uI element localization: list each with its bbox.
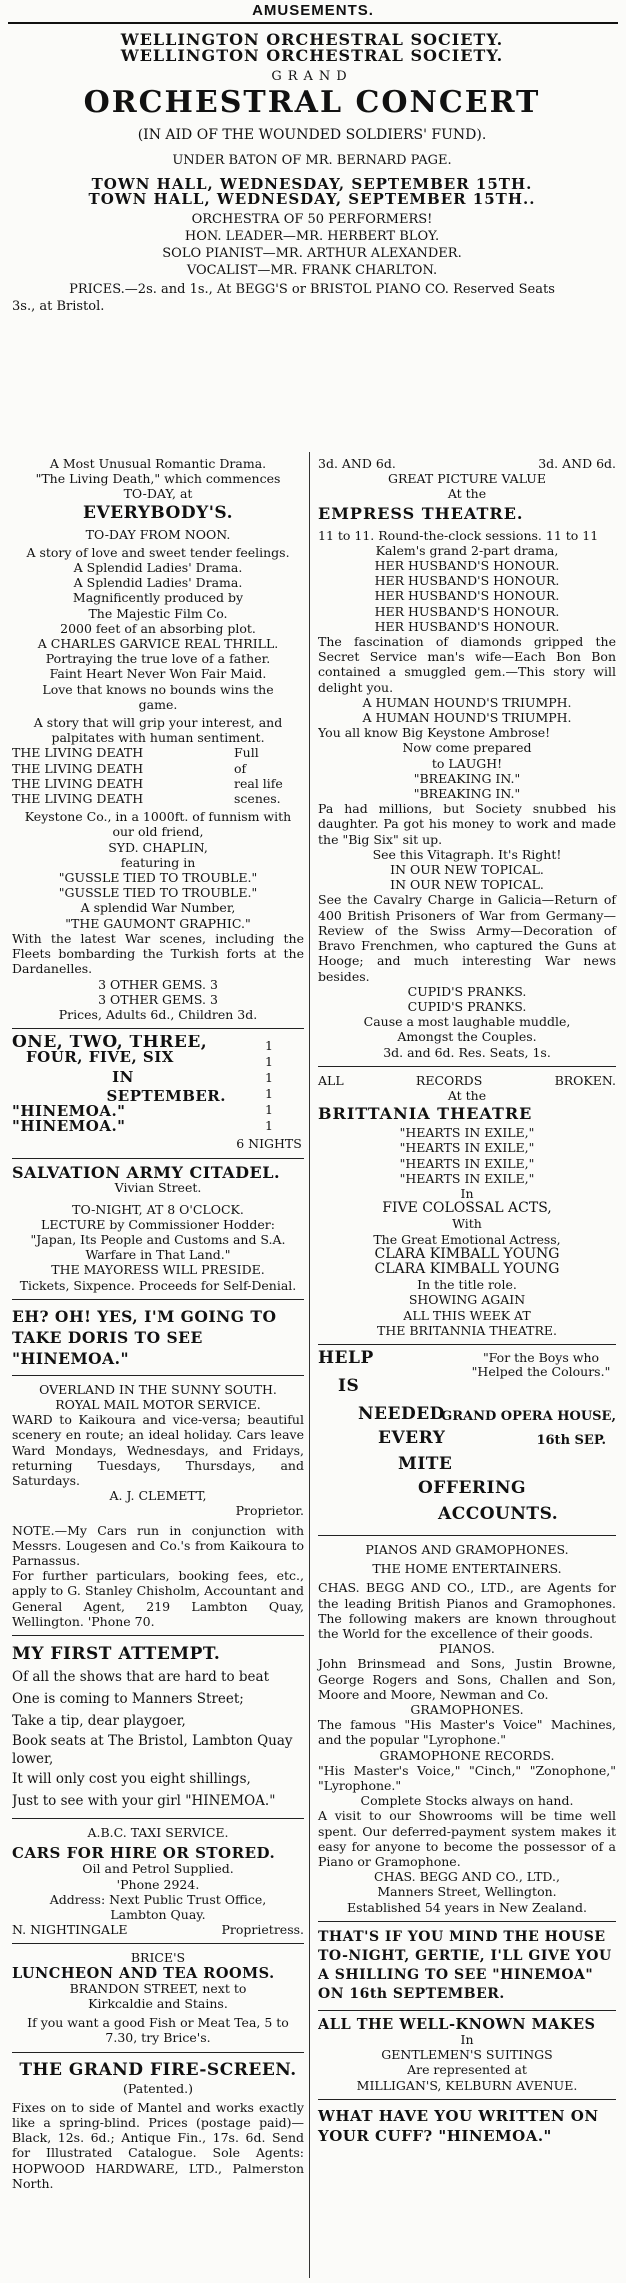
text-line: HER HUSBAND'S HONOUR. — [374, 603, 560, 619]
prices-line-2: 3s., at Bristol. — [12, 299, 105, 314]
text-line: HER HUSBAND'S HONOUR. — [374, 573, 560, 589]
text-line: "HINEMOA." — [12, 1103, 126, 1120]
pianos-ad — [318, 1542, 616, 1915]
text-line: 1 — [265, 1070, 273, 1086]
text-line: "The Living Death," which commences — [35, 471, 281, 487]
text-line: FOUR, FIVE, SIX — [26, 1050, 174, 1066]
text-line: With — [452, 1216, 482, 1232]
section-header: AMUSEMENTS. — [252, 2, 374, 19]
text-line: A CHARLES GARVICE REAL THRILL. — [37, 636, 279, 652]
text-line: HER HUSBAND'S HONOUR. — [374, 558, 560, 574]
text-line: See the Cavalry Charge in Galicia—Return of 400 British Prisoners of War from Germany—Review of the Swiss Army—Decoration of Bravo Frenchmen, who captured the Guns at Hooge; and much interesting War news besides. — [318, 892, 616, 984]
text-line: TO-DAY, at — [123, 486, 193, 502]
divider — [318, 2010, 616, 2011]
text-line: 3d. AND 6d. — [318, 456, 396, 471]
text-line: PIANOS. — [439, 1641, 495, 1657]
left-column — [12, 456, 304, 2191]
divider — [12, 1818, 304, 1819]
text-line: palpitates with human sentiment. — [51, 730, 265, 746]
brice-ad — [12, 1950, 304, 2045]
text-line: OVERLAND IN THE SUNNY SOUTH. — [39, 1381, 277, 1397]
text-line: At the — [447, 486, 487, 502]
text-line: "GUSSLE TIED TO TROUBLE." — [58, 885, 258, 901]
text-line: 3d. AND 6d. — [538, 456, 616, 471]
text-line: Now come prepared — [402, 740, 532, 756]
text-line: 16th SEP. — [536, 1432, 606, 1448]
text-line: The fascination of diamonds gripped the Secret Service man's wife—Each Bon Bon contained a smuggled gem.—This story will delight you. — [318, 634, 616, 695]
text-line: For further particulars, booking fees, etc., apply to G. Stanley Chisholm, Accountant and General Agent, 219 Lambton Quay, Wellington. 'Phone 70. — [12, 1568, 304, 1629]
text-line: WARD to Kaikoura and vice-versa; beautiful scenery en route; an ideal holiday. Cars leave Ward Mondays, Wednesdays, and Fridays, returning Tuesdays, Thursdays, and Saturdays. — [12, 1412, 304, 1488]
text-line: SALVATION ARMY CITADEL. — [12, 1165, 281, 1181]
text-line: A splendid War Number, — [80, 900, 236, 916]
town-hall-line-2: TOWN HALL, WEDNESDAY, SEPTEMBER 15TH.. — [88, 191, 536, 208]
text-line: real life — [234, 775, 283, 791]
text-line: HER HUSBAND'S HONOUR. — [374, 588, 560, 604]
text-line: THE MAYORESS WILL PRESIDE. — [51, 1262, 265, 1278]
living-death-row — [12, 761, 304, 776]
society-line-2: WELLINGTON ORCHESTRAL SOCIETY. — [120, 47, 504, 64]
text-line: N. NIGHTINGALE — [12, 1922, 128, 1938]
text-line: GENTLEMEN'S SUITINGS — [381, 2047, 553, 2063]
text-line: MY FIRST ATTEMPT. — [12, 1643, 221, 1664]
text-line: It will only cost you eight shillings, — [12, 1770, 251, 1787]
text-line: "HEARTS IN EXILE," — [399, 1125, 535, 1141]
text-line: "GUSSLE TIED TO TROUBLE." — [58, 870, 258, 886]
text-line: "HEARTS IN EXILE," — [399, 1170, 535, 1186]
fire-screen-ad — [12, 2059, 304, 2191]
text-line: IS — [338, 1375, 360, 1396]
text-line: Kalem's grand 2-part drama, — [375, 542, 559, 558]
text-line: LECTURE by Commissioner Hodder: — [41, 1216, 275, 1232]
text-line: A HUMAN HOUND'S TRIUMPH. — [362, 710, 572, 726]
text-line: Amongst the Couples. — [397, 1029, 537, 1045]
text-line: ALL THE WELL-KNOWN MAKES — [318, 2016, 596, 2033]
text-line: TO-DAY FROM NOON. — [85, 526, 231, 542]
divider — [12, 1635, 304, 1636]
text-line: IN OUR NEW TOPICAL. — [390, 877, 544, 893]
text-line: Portraying the true love of a father. — [45, 651, 271, 667]
text-line: The Great Emotional Actress, — [373, 1231, 561, 1247]
hinemoa-count — [234, 1035, 304, 1152]
text-line: In — [460, 2032, 474, 2048]
divider — [12, 2052, 304, 2053]
text-line: Are represented at — [407, 2062, 527, 2078]
living-death-row — [12, 776, 304, 791]
text-line: A story of love and sweet tender feelings. — [26, 544, 290, 560]
text-line: BRANDON STREET, next to — [69, 1980, 247, 1996]
grand-label: GRAND — [271, 69, 353, 84]
divider — [318, 1066, 616, 1067]
text-line: THE BRITANNIA THEATRE. — [377, 1322, 557, 1338]
text-line: game. — [138, 696, 178, 712]
text-line: SHOWING AGAIN — [408, 1292, 526, 1308]
text-line: to LAUGH! — [431, 755, 503, 771]
divider — [12, 1028, 304, 1029]
text-line: BROKEN. — [554, 1072, 616, 1088]
text-line: THE GRAND FIRE-SCREEN. — [19, 2059, 297, 2080]
text-line: Tickets, Sixpence. Proceeds for Self-Denial. — [19, 1277, 297, 1293]
text-line: EH? OH! YES, I'M GOING TO TAKE DORIS TO SEE "HINEMOA." — [12, 1306, 277, 1368]
text-line: THE HOME ENTERTAINERS. — [372, 1561, 562, 1577]
right-column — [318, 456, 616, 2146]
text-line: In the title role. — [417, 1277, 517, 1293]
concert-baton: UNDER BATON OF MR. BERNARD PAGE. — [172, 153, 452, 168]
living-death-row — [12, 745, 304, 760]
text-line: CHAS. BEGG AND CO., LTD., are Agents for the leading British Pianos and Gramophones. The following makers are known throughout the World for the excellence of their goods. — [318, 1580, 616, 1641]
text-line: IN — [112, 1069, 134, 1085]
brittania-ad — [318, 1073, 616, 1338]
cuff-ad — [318, 2106, 616, 2146]
text-line: "Japan, Its People and Customs and S.A. Warfare in That Land." — [30, 1231, 286, 1263]
text-line: THE LIVING DEATH — [12, 775, 144, 791]
text-line: With the latest War scenes, including the Fleets bombarding the Turkish forts at the Dardanelles. — [12, 930, 304, 977]
text-line: You all know Big Keystone Ambrose! — [318, 725, 551, 741]
text-line: Complete Stocks always on hand. — [360, 1793, 574, 1809]
empress-ad — [318, 456, 616, 1060]
text-line: 2000 feet of an absorbing plot. — [60, 620, 256, 636]
text-line: Address: Next Public Trust Office, — [49, 1891, 267, 1907]
hinemoa-text — [12, 1035, 234, 1152]
text-line: "BREAKING IN." — [413, 786, 521, 802]
text-line: "HEARTS IN EXILE," — [399, 1140, 535, 1156]
text-line: 3d. and 6d. Res. Seats, 1s. — [383, 1044, 551, 1060]
text-line: THAT'S IF YOU MIND THE HOUSE TO-NIGHT, GERTIE, I'LL GIVE YOU A SHILLING TO SEE "HINEMOA" ON 16th SEPTEMBER. — [318, 1928, 612, 2002]
text-line: 1 — [265, 1102, 273, 1118]
text-line: (Patented.) — [123, 2080, 193, 2096]
text-line: NEEDED — [358, 1403, 445, 1424]
orchestra-line: ORCHESTRA OF 50 PERFORMERS! — [191, 212, 433, 227]
text-line: 1 — [265, 1118, 273, 1134]
text-line: CLARA KIMBALL YOUNG — [374, 1246, 560, 1262]
leader-line: HON. LEADER—MR. HERBERT BLOY. — [184, 229, 440, 244]
text-line: OFFERING — [418, 1477, 527, 1498]
everybodys-ad — [12, 456, 304, 1022]
text-line: One is coming to Manners Street; — [12, 1690, 244, 1707]
text-line: Proprietor. — [235, 1503, 304, 1519]
text-line: featuring in — [120, 854, 196, 870]
gertie-ad — [318, 1928, 616, 2004]
text-line: THE LIVING DEATH — [12, 760, 144, 776]
text-line: LUNCHEON AND TEA ROOMS. — [12, 1965, 275, 1981]
text-line: Proprietress. — [221, 1922, 304, 1938]
text-line: NOTE.—My Cars run in conjunction with Messrs. Lougesen and Co.'s from Kaikoura to Parnassus. — [12, 1522, 304, 1568]
first-attempt-ad — [12, 1642, 304, 1812]
taxi-signoff — [12, 1922, 304, 1937]
concert-aid: (IN AID OF THE WOUNDED SOLDIERS' FUND). — [137, 127, 487, 143]
text-line: CHAS. BEGG AND CO., LTD., — [374, 1869, 560, 1885]
text-line: ROYAL MAIL MOTOR SERVICE. — [55, 1396, 261, 1412]
text-line: The Majestic Film Co. — [88, 605, 228, 621]
text-line: SYD. CHAPLIN, — [108, 839, 208, 855]
text-line: "HEARTS IN EXILE," — [399, 1155, 535, 1171]
theatre-name: EVERYBODY'S. — [82, 502, 233, 523]
town-hall-line-1: TOWN HALL, WEDNESDAY, SEPTEMBER 15TH. — [91, 177, 533, 191]
text-line: Just to see with your girl "HINEMOA." — [12, 1792, 276, 1809]
text-line: PIANOS AND GRAMOPHONES. — [365, 1541, 569, 1557]
text-line: A. J. CLEMETT, — [109, 1488, 207, 1504]
text-line: CUPID'S PRANKS. — [407, 998, 527, 1014]
text-line: SEPTEMBER. — [106, 1088, 226, 1104]
text-line: "Helped the Colours." — [471, 1364, 611, 1379]
text-line: "HINEMOA." — [12, 1119, 126, 1135]
text-line: If you want a good Fish or Meat Tea, 5 to 7.30, try Brice's. — [27, 2015, 289, 2046]
text-line: 'Phone 2924. — [116, 1876, 200, 1892]
text-line: Manners Street, Wellington. — [377, 1884, 557, 1900]
text-line: A visit to our Showrooms will be time well spent. Our deferred-payment system makes it easy for anyone to become the possessor of a Piano or Gramophone. — [318, 1808, 616, 1870]
prices-line: PRICES.—2s. and 1s., At BEGG'S or BRISTOL PIANO CO. Reserved Seats — [69, 282, 555, 297]
text-line: THE LIVING DEATH — [12, 745, 144, 761]
text-line: Full — [234, 745, 259, 761]
text-line: A Most Unusual Romantic Drama. — [49, 456, 267, 471]
hinemoa-ad — [12, 1035, 304, 1152]
text-line: At the — [447, 1087, 487, 1103]
records-row — [318, 1073, 616, 1088]
price-row — [318, 456, 616, 471]
text-line: FIVE COLOSSAL ACTS, — [382, 1201, 552, 1217]
society-line-1: WELLINGTON ORCHESTRAL SOCIETY. — [120, 32, 504, 47]
text-line: CARS FOR HIRE OR STORED. — [12, 1846, 276, 1862]
text-line: In — [460, 1185, 474, 1201]
text-line: Established 54 years in New Zealand. — [346, 1899, 588, 1915]
text-line: Oil and Petrol Supplied. — [82, 1861, 234, 1877]
text-line: Of all the shows that are hard to beat — [12, 1668, 270, 1685]
text-line: 3 OTHER GEMS. 3 — [98, 991, 218, 1007]
text-line: Fixes on to side of Mantel and works exactly like a spring-blind. Prices (postage paid)—Black, 12s. 6d.; Antique Fin., 17s. 6d. Send for Illustrated Catalogue. Sole Agents: HOPWOOD HARDWARE, LTD., Palmerston North. — [12, 2099, 304, 2191]
text-line: "His Master's Voice," "Cinch," "Zonophone," "Lyrophone." — [318, 1762, 616, 1794]
text-line: ONE, TWO, THREE, — [12, 1035, 208, 1051]
text-line: Prices, Adults 6d., Children 3d. — [58, 1006, 258, 1022]
text-line: GREAT PICTURE VALUE — [388, 471, 546, 487]
text-line: 3 OTHER GEMS. 3 — [98, 976, 218, 992]
text-line: Book seats at The Bristol, Lambton Quay lower, — [12, 1732, 293, 1767]
text-line: our old friend, — [112, 824, 204, 840]
help-quote — [466, 1351, 616, 1379]
text-line: Faint Heart Never Won Fair Maid. — [49, 666, 267, 682]
divider — [12, 1158, 304, 1159]
text-line: A HUMAN HOUND'S TRIUMPH. — [362, 694, 572, 710]
text-line: of — [234, 760, 247, 776]
divider — [12, 1375, 304, 1376]
text-line: ALL — [318, 1072, 344, 1088]
theatre-name: EMPRESS THEATRE. — [318, 503, 524, 523]
text-line: The famous "His Master's Voice" Machines, and the popular "Lyrophone." — [318, 1717, 616, 1748]
solo-line: SOLO PIANIST—MR. ARTHUR ALEXANDER. — [162, 246, 462, 261]
concert-title: ORCHESTRAL CONCERT — [83, 85, 541, 120]
text-line: WHAT HAVE YOU WRITTEN ON YOUR CUFF? "HINEMOA." — [318, 2106, 599, 2145]
text-line: RECORDS — [415, 1072, 483, 1088]
text-line: CLARA KIMBALL YOUNG — [374, 1261, 560, 1277]
text-line: 6 NIGHTS — [236, 1136, 302, 1152]
salvation-ad — [12, 1165, 304, 1293]
divider — [318, 1344, 616, 1345]
text-line: GRAMOPHONE RECORDS. — [379, 1747, 555, 1763]
text-line: IN OUR NEW TOPICAL. — [390, 862, 544, 878]
text-line: Take a tip, dear playgoer, — [12, 1712, 186, 1729]
text-line: EVERY — [378, 1427, 446, 1448]
text-line: scenes. — [234, 791, 281, 807]
doris-ad — [12, 1306, 304, 1369]
text-line: GRAND OPERA HOUSE, — [441, 1408, 616, 1424]
text-line: Lambton Quay. — [110, 1907, 206, 1922]
text-line: Kirkcaldie and Stains. — [88, 1996, 228, 2012]
header-rule — [8, 22, 618, 24]
text-line: 1 — [265, 1038, 273, 1054]
text-line: CUPID'S PRANKS. — [407, 983, 527, 999]
text-line: GRAMOPHONES. — [410, 1702, 524, 1717]
theatre-name: BRITTANIA THEATRE — [318, 1104, 533, 1124]
text-line: Keystone Co., in a 1000ft. of funnism with — [24, 809, 292, 825]
text-line: Magnificently produced by — [72, 590, 244, 606]
concert-ad — [12, 28, 612, 315]
text-line: "For the Boys who — [482, 1350, 600, 1365]
text-line: 11 to 11. Round-the-clock sessions. 11 to 11 — [318, 527, 599, 543]
text-line: Love that knows no bounds wins the — [42, 681, 274, 697]
text-line: A Splendid Ladies' Drama. — [73, 575, 243, 591]
text-line: "THE GAUMONT GRAPHIC." — [65, 915, 251, 931]
column-divider — [309, 452, 310, 2278]
text-line: See this Vitagraph. It's Right! — [372, 846, 562, 862]
text-line: ALL THIS WEEK AT — [403, 1307, 531, 1323]
text-line: Cause a most laughable muddle, — [363, 1014, 571, 1030]
text-line: MITE — [398, 1453, 453, 1474]
divider — [318, 1921, 616, 1922]
taxi-ad — [12, 1825, 304, 1937]
text-line: HELP — [318, 1347, 374, 1368]
divider — [318, 1535, 616, 1536]
text-line: John Brinsmead and Sons, Justin Browne, George Rogers and Sons, Challen and Son, Moore and Moore, Newman and Co. — [318, 1656, 616, 1702]
text-line: THE LIVING DEATH — [12, 791, 144, 807]
text-line: 1 — [265, 1086, 273, 1102]
text-line: ACCOUNTS. — [438, 1503, 559, 1524]
text-line: A.B.C. TAXI SERVICE. — [87, 1824, 229, 1840]
help-ad — [318, 1347, 616, 1529]
text-line: "BREAKING IN." — [413, 770, 521, 786]
overland-ad — [12, 1382, 304, 1629]
text-line: MILLIGAN'S, KELBURN AVENUE. — [356, 2077, 578, 2093]
text-line: HER HUSBAND'S HONOUR. — [374, 618, 560, 634]
divider — [318, 2099, 616, 2100]
vocalist-line: VOCALIST—MR. FRANK CHARLTON. — [186, 263, 438, 278]
text-line: 1 — [265, 1054, 273, 1070]
milligan-ad — [318, 2017, 616, 2093]
divider — [12, 1299, 304, 1300]
text-line: Vivian Street. — [114, 1180, 202, 1196]
text-line: Pa had millions, but Society snubbed his daughter. Pa got his money to work and made the "Big Six" sit up. — [318, 801, 616, 847]
living-death-row — [12, 791, 304, 806]
text-line: BRICE'S — [130, 1950, 186, 1966]
divider — [12, 1943, 304, 1944]
text-line: A Splendid Ladies' Drama. — [73, 560, 243, 576]
text-line: TO-NIGHT, AT 8 O'CLOCK. — [72, 1201, 244, 1217]
text-line: A story that will grip your interest, and — [33, 715, 283, 731]
